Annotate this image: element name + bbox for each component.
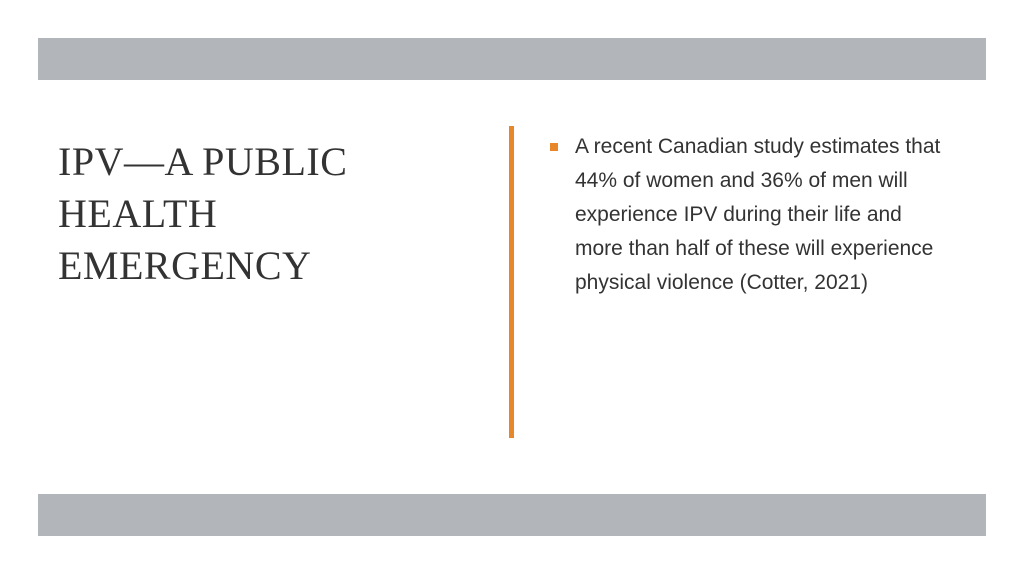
bullet-text: A recent Canadian study estimates that 44% of women and 36% of men will experience IPV during their life and more than half of these will experience physical violence (Cotter, 2021) — [575, 135, 941, 294]
bullet-item — [548, 130, 948, 300]
bottom-band — [38, 494, 986, 536]
slide-title: IPV—A PUBLIC HEALTH EMERGENCY — [58, 139, 348, 288]
vertical-divider — [509, 126, 514, 438]
square-bullet-icon — [550, 143, 558, 151]
bullet-list — [548, 130, 948, 300]
top-band — [38, 38, 986, 80]
